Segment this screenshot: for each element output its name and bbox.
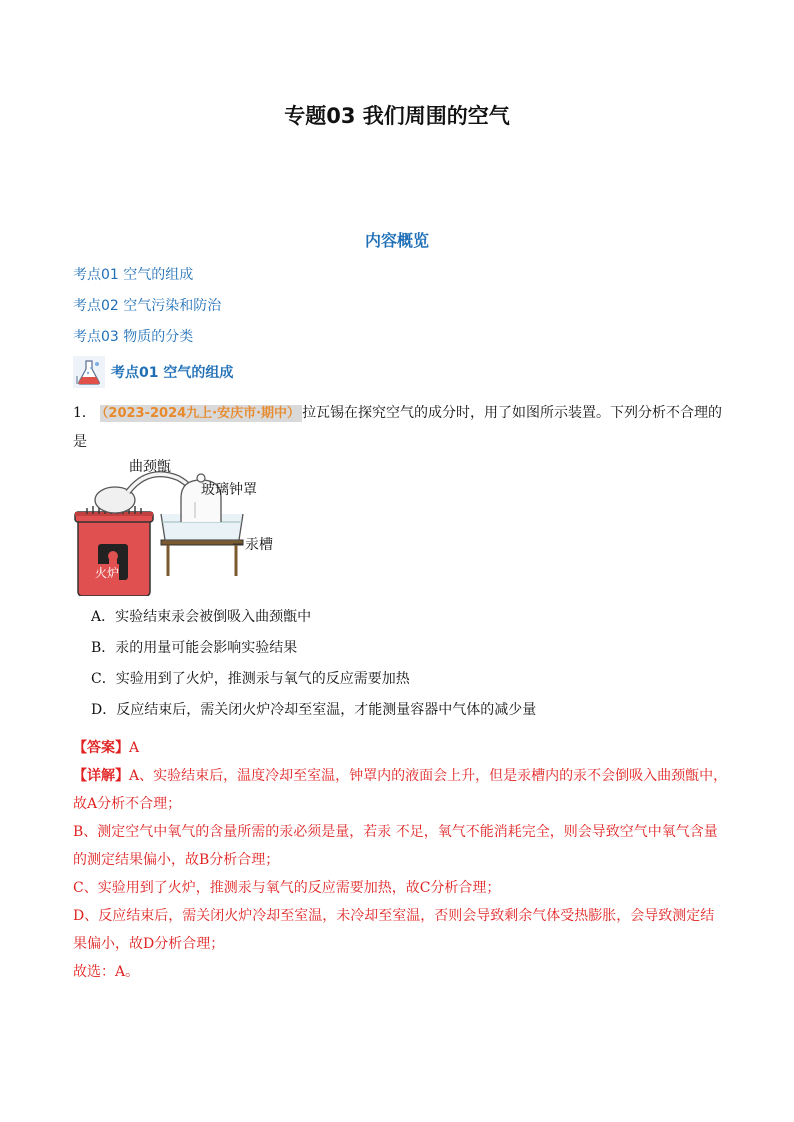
detail-line: A、实验结束后，温度冷却至室温，钟罩内的液面会上升，但是汞槽内的汞不会倒吸入曲颈甑中，故A分析不合理； xyxy=(73,768,728,812)
section-heading xyxy=(73,356,233,388)
figure-label-bell-jar: 玻璃钟罩 xyxy=(201,482,257,498)
detail-line: C、实验用到了火炉，推测汞与氧气的反应需要加热，故C分析合理； xyxy=(73,880,501,896)
answer-label: 【答案】 xyxy=(73,740,129,756)
question-number: 1． xyxy=(73,405,96,421)
figure-label-furnace: 火炉 xyxy=(95,566,120,580)
toc-item[interactable]: 考点03 物质的分类 xyxy=(73,329,194,345)
toc-item[interactable]: 考点01 空气的组成 xyxy=(73,267,194,283)
option-c[interactable]: C．实验用到了火炉，推测汞与氧气的反应需要加热 xyxy=(91,671,410,687)
overview-title: 内容概览 xyxy=(364,231,429,250)
answer-options xyxy=(91,606,536,730)
flask-icon xyxy=(73,356,105,388)
page-title: 专题03 我们周围的空气 xyxy=(284,104,510,128)
apparatus-figure xyxy=(73,456,293,596)
figure-label-retort: 曲颈甑 xyxy=(129,459,171,475)
figure-label-trough: 汞槽 xyxy=(245,537,273,553)
option-b[interactable]: B．汞的用量可能会影响实验结果 xyxy=(91,640,298,656)
detail-line: D、反应结束后，需关闭火炉冷却至室温，未冷却至室温，否则会导致剩余气体受热膨胀，会导致测定结果偏小，故D分析合理； xyxy=(73,908,715,952)
detail-line: 故选：A。 xyxy=(73,964,140,980)
answer-block xyxy=(73,734,728,986)
detail-label: 【详解】 xyxy=(73,768,129,784)
table-of-contents xyxy=(73,264,221,357)
option-d[interactable]: D．反应结束后，需关闭火炉冷却至室温，才能测量容器中气体的减少量 xyxy=(91,702,537,718)
toc-item[interactable]: 考点02 空气污染和防治 xyxy=(73,298,222,314)
answer-value: A xyxy=(129,740,140,756)
detail-line: B、测定空气中氧气的含量所需的汞必须是量，若汞 不足，氧气不能消耗完全，则会导致空气中氧气含量的测定结果偏小，故B分析合理； xyxy=(73,824,718,868)
question-text: 拉瓦锡在探究空气的成分时，用了如图所示装置。下列分析不合理的是 xyxy=(73,405,723,450)
section-title: 考点01 空气的组成 xyxy=(111,365,234,381)
question-stem xyxy=(73,399,725,456)
source-tag: （2023-2024九上·安庆市·期中） xyxy=(101,406,301,421)
option-a[interactable]: A．实验结束汞会被倒吸入曲颈甑中 xyxy=(91,609,312,625)
